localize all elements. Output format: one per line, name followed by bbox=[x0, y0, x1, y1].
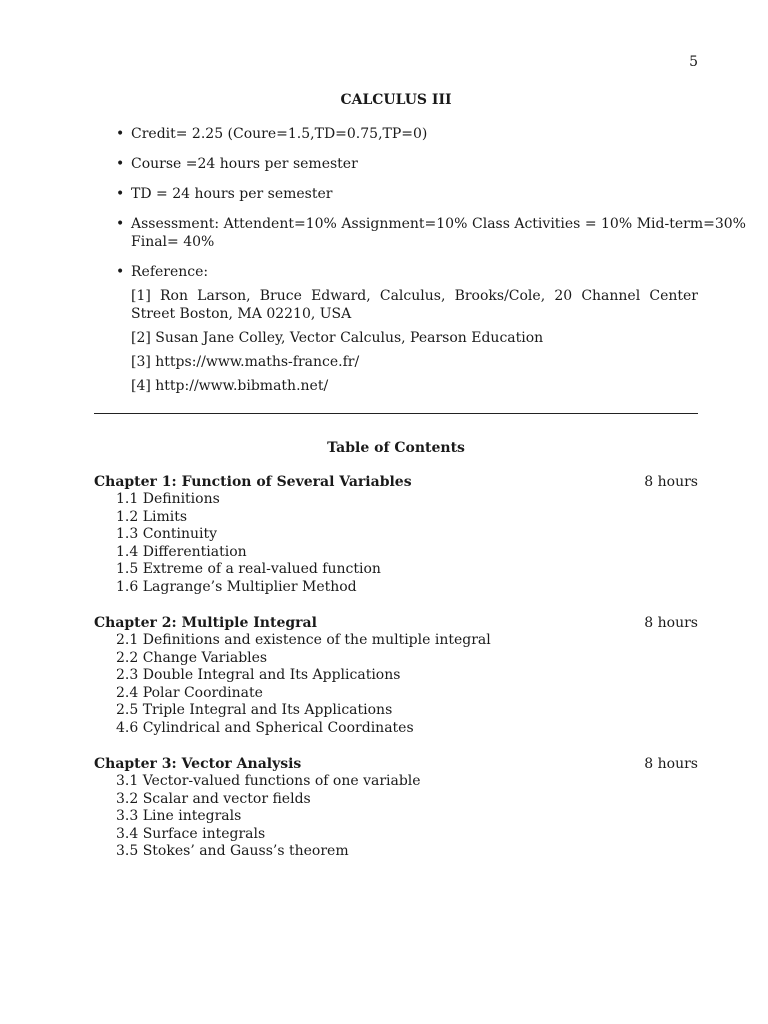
section-item: 1.2 Limits bbox=[116, 508, 188, 525]
chapter-3 bbox=[94, 755, 698, 861]
assessment-midterm: Mid-term=30% bbox=[636, 216, 746, 232]
assessment-assignment: Assignment=10% bbox=[341, 216, 468, 232]
section-item: 1.3 Continuity bbox=[116, 526, 218, 543]
assessment-attendance: Attendent=10% bbox=[223, 216, 337, 232]
section-item: 4.6 Cylindrical and Spherical Coordinates bbox=[116, 719, 414, 736]
reference-entry: [2] Susan Jane Colley, Vector Calculus, Pearson Education bbox=[131, 330, 544, 346]
bullet-icon: • bbox=[116, 186, 125, 202]
chapter-header bbox=[94, 473, 698, 491]
page-number: 5 bbox=[689, 54, 698, 70]
assessment-final: Final= 40% bbox=[131, 234, 215, 250]
course-info-list bbox=[94, 125, 746, 395]
bullet-icon: • bbox=[116, 156, 125, 172]
reference-item bbox=[94, 263, 698, 395]
reference-entry: [1] Ron Larson, Bruce Edward, Calculus, Brooks/Cole, 20 Channel Center Street Boston, MA 02210, USA bbox=[131, 288, 698, 322]
section-item: 3.1 Vector-valued functions of one variable bbox=[116, 773, 421, 789]
bullet-icon: • bbox=[116, 264, 125, 280]
course-hours-text: Course =24 hours per semester bbox=[131, 156, 358, 172]
horizontal-rule bbox=[94, 413, 698, 414]
section-item: 1.4 Differentiation bbox=[116, 543, 247, 560]
chapter-2 bbox=[94, 614, 698, 738]
section-item: 3.2 Scalar and vector fields bbox=[116, 790, 311, 807]
course-title: CALCULUS III bbox=[340, 92, 452, 108]
reference-label: Reference: bbox=[131, 264, 209, 280]
chapter-hours: 8 hours bbox=[644, 615, 698, 631]
reference-entry: [3] https://www.maths-france.fr/ bbox=[131, 354, 360, 370]
assessment-item bbox=[94, 215, 746, 251]
bullet-icon: • bbox=[116, 216, 125, 232]
bullet-icon: • bbox=[116, 126, 125, 142]
section-item: 1.5 Extreme of a real-valued function bbox=[116, 561, 381, 578]
credit-text: Credit= 2.25 (Coure=1.5,TD=0.75,TP=0) bbox=[131, 126, 428, 142]
chapter-hours: 8 hours bbox=[644, 474, 698, 490]
section-item: 3.3 Line integrals bbox=[116, 808, 242, 825]
section-item: 3.5 Stokes’ and Gauss’s theorem bbox=[116, 843, 349, 860]
credit-item bbox=[94, 125, 698, 143]
section-item: 2.1 Definitions and existence of the multiple integral bbox=[116, 632, 491, 648]
chapter-header bbox=[94, 755, 698, 773]
assessment-class-activities: Class Activities = 10% bbox=[472, 216, 633, 232]
toc-title: Table of Contents bbox=[327, 440, 465, 456]
section-list bbox=[94, 491, 698, 597]
chapter-title: Chapter 3: Vector Analysis bbox=[94, 756, 302, 772]
reference-entry: [4] http://www.bibmath.net/ bbox=[131, 378, 329, 394]
td-hours-item bbox=[94, 185, 698, 203]
assessment-line bbox=[131, 215, 746, 233]
section-item: 1.1 Definitions bbox=[116, 491, 220, 507]
chapter-1 bbox=[94, 473, 698, 597]
chapter-header bbox=[94, 614, 698, 632]
chapter-hours: 8 hours bbox=[644, 756, 698, 772]
section-item: 2.4 Polar Coordinate bbox=[116, 684, 263, 701]
chapter-title: Chapter 1: Function of Several Variables bbox=[94, 474, 412, 490]
section-item: 2.3 Double Integral and Its Applications bbox=[116, 667, 401, 684]
chapter-title: Chapter 2: Multiple Integral bbox=[94, 615, 317, 631]
assessment-label: Assessment: bbox=[131, 216, 220, 232]
section-list bbox=[94, 632, 698, 738]
section-list bbox=[94, 773, 698, 861]
section-item: 1.6 Lagrange’s Multiplier Method bbox=[116, 578, 357, 595]
section-item: 3.4 Surface integrals bbox=[116, 825, 266, 842]
td-hours-text: TD = 24 hours per semester bbox=[131, 186, 333, 202]
section-item: 2.5 Triple Integral and Its Applications bbox=[116, 702, 393, 719]
section-item: 2.2 Change Variables bbox=[116, 649, 268, 666]
course-hours-item bbox=[94, 155, 698, 173]
